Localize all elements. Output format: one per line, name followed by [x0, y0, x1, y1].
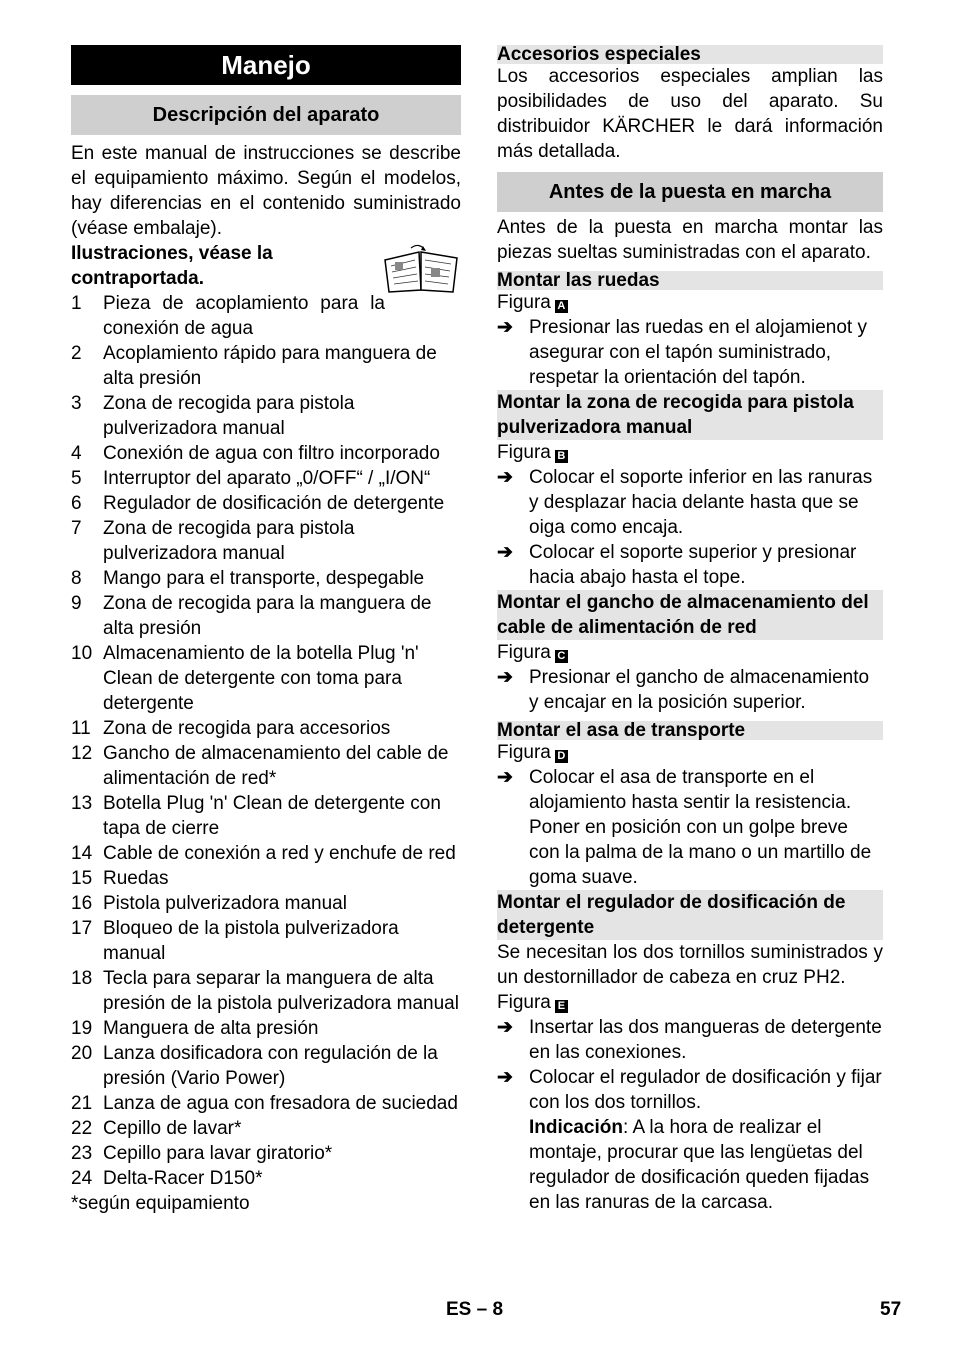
arrow-icon: ➔ — [497, 467, 513, 488]
list-item: 15 Ruedas — [71, 868, 169, 889]
figure-ref-b: Figura B — [497, 440, 883, 465]
list-item: 16 Pistola pulverizadora manual — [71, 893, 347, 914]
step-item: ➔ Presionar el gancho de almacenamiento y encajar en la posición superior. — [497, 667, 870, 713]
component-list — [71, 291, 461, 1191]
list-item: 2 Acoplamiento rápido para manguera de alta presión — [71, 343, 437, 389]
list-item: 1 Pieza de acoplamiento para la conexión de agua — [71, 293, 385, 339]
section-title-puesta-en-marcha: Antes de la puesta en marcha — [497, 172, 883, 212]
list-item: 21 Lanza de agua con fresadora de suciedad — [71, 1093, 458, 1114]
open-book-icon — [381, 242, 461, 294]
list-item: 10 Almacenamiento de la botella Plug 'n' Clean de detergente con toma para detergente — [71, 643, 419, 714]
accessories-paragraph: Los accesorios especiales amplian las posibilidades de uso del aparato. Su distribuidor KÄRCHER le dará información más detallada. — [497, 66, 883, 162]
list-item: 8 Mango para el transporte, despegable — [71, 568, 425, 589]
subheading-zona-recogida: Montar la zona de recogida para pistola pulverizadora manual — [497, 390, 883, 440]
footer-page-number: 57 — [880, 1299, 902, 1320]
list-item: 4 Conexión de agua con filtro incorporado — [71, 443, 440, 464]
section-paragraph: Antes de la puesta en marcha montar las piezas sueltas suministradas con el aparato. — [497, 217, 883, 263]
regulador-paragraph: Se necesitan los dos tornillos suministrados y un destornillador de cabeza en cruz PH2. — [497, 942, 883, 988]
list-item: 23 Cepillo para lavar giratorio* — [71, 1143, 333, 1164]
subheading-regulador: Montar el regulador de dosificación de detergente — [497, 890, 883, 940]
right-column — [497, 45, 883, 1215]
illustrations-note-line1: Ilustraciones, véase la — [71, 243, 273, 264]
step-item: ➔ Insertar las dos mangueras de detergente en las conexiones. — [497, 1017, 882, 1063]
list-item: 17 Bloqueo de la pistola pulverizadora manual — [71, 918, 399, 964]
subheading-ruedas: Montar las ruedas — [497, 271, 883, 290]
figure-ref-c: Figura C — [497, 640, 883, 665]
footer-language-page: ES – 8 — [446, 1299, 504, 1320]
list-item: 3 Zona de recogida para pistola pulverizadora manual — [71, 393, 355, 439]
figure-label-e: E — [555, 1000, 568, 1013]
step-item: ➔ Presionar las ruedas en el alojamienot y asegurar con el tapón suministrado, respetar la orientación del tapón. — [497, 317, 867, 388]
arrow-icon: ➔ — [497, 1017, 513, 1038]
list-item: 11 Zona de recogida para accesorios — [71, 718, 391, 739]
list-item: 20 Lanza dosificadora con regulación de la presión (Vario Power) — [71, 1043, 438, 1089]
figure-label-d: D — [555, 750, 568, 763]
list-item: 5 Interruptor del aparato „0/OFF“ / „I/ON“ — [71, 468, 431, 489]
illustrations-note-line2: contraportada. — [71, 268, 205, 289]
left-column — [71, 45, 461, 1216]
step-item: ➔ Colocar el soporte superior y presionar hacia abajo hasta el tope. — [497, 542, 857, 588]
arrow-icon: ➔ — [497, 767, 513, 788]
figure-label-c: C — [555, 650, 568, 663]
list-item: 6 Regulador de dosificación de detergente — [71, 493, 445, 514]
list-item: 22 Cepillo de lavar* — [71, 1118, 242, 1139]
step-item: ➔ Colocar el asa de transporte en el alojamiento hasta sentir la resistencia. Poner en posición con un golpe breve con la palma de la mano o un martillo de goma suave. — [497, 767, 872, 888]
figure-ref-a: Figura A — [497, 290, 883, 315]
figure-ref-e: Figura E — [497, 990, 883, 1015]
list-item: 18 Tecla para separar la manguera de alta presión de la pistola pulverizadora manual — [71, 968, 459, 1014]
note-item — [497, 1115, 883, 1215]
intro-paragraph: En este manual de instrucciones se describe el equipamiento máximo. Según el modelos, hay diferencias en el contenido suministrado (véase embalaje). — [71, 143, 461, 239]
figure-label-b: B — [555, 450, 568, 463]
step-item: ➔ Colocar el soporte inferior en las ranuras y desplazar hacia delante hasta que se oiga como encaja. — [497, 467, 873, 538]
footnote: *según equipamiento — [71, 1193, 250, 1214]
figure-label-a: A — [555, 300, 568, 313]
arrow-icon: ➔ — [497, 317, 513, 338]
list-item: 14 Cable de conexión a red y enchufe de red — [71, 843, 456, 864]
list-item: 19 Manguera de alta presión — [71, 1018, 319, 1039]
figure-ref-d: Figura D — [497, 740, 883, 765]
chapter-title: Manejo — [71, 45, 461, 85]
note-label: Indicación — [529, 1117, 623, 1138]
subheading-accesorios: Accesorios especiales — [497, 45, 883, 64]
arrow-icon: ➔ — [497, 1067, 513, 1088]
list-item: 7 Zona de recogida para pistola pulverizadora manual — [71, 518, 355, 564]
step-item: ➔ Colocar el regulador de dosificación y fijar con los dos tornillos. — [497, 1067, 882, 1113]
section-title-descripcion: Descripción del aparato — [71, 95, 461, 135]
list-item: 24 Delta-Racer D150* — [71, 1168, 263, 1189]
note-text: : A la hora de realizar el montaje, procurar que las lengüetas del regulador de dosificación queden fijadas en las ranuras de la carcasa. — [529, 1117, 870, 1213]
arrow-icon: ➔ — [497, 667, 513, 688]
arrow-icon: ➔ — [497, 542, 513, 563]
subheading-asa: Montar el asa de transporte — [497, 721, 883, 740]
list-item: 13 Botella Plug 'n' Clean de detergente con tapa de cierre — [71, 793, 441, 839]
list-item: 9 Zona de recogida para la manguera de alta presión — [71, 593, 432, 639]
subheading-gancho: Montar el gancho de almacenamiento del cable de alimentación de red — [497, 590, 883, 640]
list-item: 12 Gancho de almacenamiento del cable de alimentación de red* — [71, 743, 449, 789]
